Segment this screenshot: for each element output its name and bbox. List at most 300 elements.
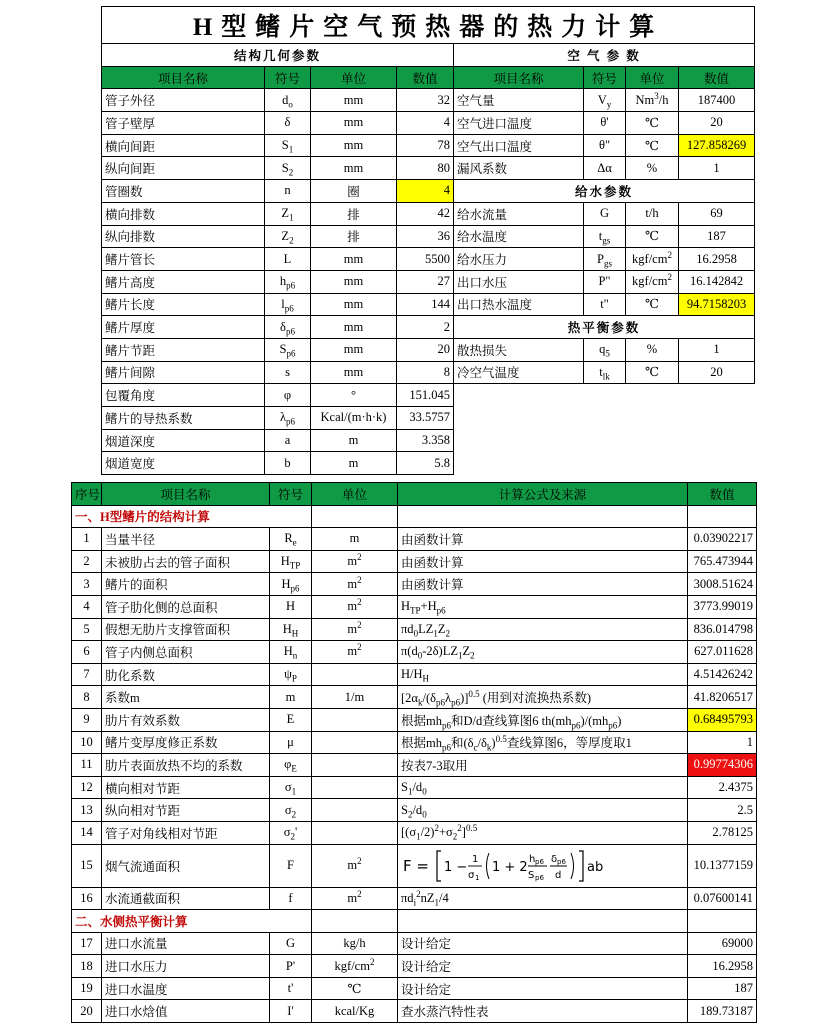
svg-text:p6: p6 [535,857,544,866]
item-symbol: $R_e$ [270,528,312,551]
table-row [72,618,757,641]
param-symbol: $d_o$ [265,89,311,112]
item-unit: $m^2$ [312,887,398,910]
item-name: 肋化系数 [102,663,270,686]
row-number: 9 [72,708,102,731]
table-row [72,955,757,978]
table-row [72,1000,757,1023]
row-number: 13 [72,799,102,822]
item-formula: 根据$mh_{p6}$和$(\delta_c/\delta_k)^{0.5}$查线算图6，等厚度取1 [398,731,688,754]
table-row [72,550,757,573]
item-formula: $H_{TP}+H_{p6}$ [398,595,688,618]
empty-cell [688,910,757,933]
item-symbol: $H_{p6}$ [270,573,312,596]
table-row [72,776,757,799]
section-title: 热平衡参数 [454,316,755,339]
param-value: 4 [397,112,454,135]
param-value: 94.7158203 [679,293,755,316]
param-name: 冷空气温度 [454,361,584,384]
svg-text:σ: σ [468,869,475,881]
empty-cell [679,407,755,430]
row-number: 7 [72,663,102,686]
table-row [72,754,757,777]
item-value: 4.51426242 [688,663,757,686]
section-structure-geometry: 结构几何参数 [102,44,454,67]
param-unit: mm [311,89,397,112]
param-value: 42 [397,202,454,225]
item-name: 系数m [102,686,270,709]
param-unit: mm [311,338,397,361]
item-unit: $m^2$ [312,618,398,641]
param-name: 管子外径 [102,89,265,112]
item-value: 2.5 [688,799,757,822]
table-row [72,799,757,822]
table-row [72,641,757,664]
table-row [72,573,757,596]
item-name: 肋片表面放热不均的系数 [102,754,270,777]
item-name: 进口水压力 [102,955,270,978]
param-symbol: Δα [584,157,626,180]
param-unit: 圈 [311,180,397,203]
item-unit: $m^2$ [312,595,398,618]
svg-text:S: S [528,869,535,881]
param-unit: ℃ [626,134,679,157]
param-value: 16.142842 [679,270,755,293]
param-unit: kgf/$cm^2$ [626,248,679,271]
item-formula: 查水蒸汽特性表 [398,1000,688,1023]
param-value: 1 [679,157,755,180]
param-symbol: θ' [584,112,626,135]
param-symbol: $Z_1$ [265,202,311,225]
item-value: 627.011628 [688,641,757,664]
row-number: 6 [72,641,102,664]
item-name: 管子肋化侧的总面积 [102,595,270,618]
item-unit [312,799,398,822]
param-symbol: $S_1$ [265,134,311,157]
param-symbol: b [265,452,311,475]
item-value: 836.014798 [688,618,757,641]
row-number: 18 [72,955,102,978]
param-name: 鳍片的导热系数 [102,407,265,430]
svg-text:F =: F = [403,856,429,875]
param-symbol: $S_2$ [265,157,311,180]
table-row [72,731,757,754]
header-cell: 项目名称 [102,66,265,89]
item-value: 3008.51624 [688,573,757,596]
table-row [102,361,755,384]
table-row [72,708,757,731]
calculation-table [71,482,757,1023]
table-row [102,112,755,135]
param-name: 空气进口温度 [454,112,584,135]
item-value: 0.03902217 [688,528,757,551]
table-row [102,407,755,430]
param-value: 32 [397,89,454,112]
item-unit [312,821,398,844]
item-name: 未被肋占去的管子面积 [102,550,270,573]
section-title: 给水参数 [454,180,755,203]
table-row [102,225,755,248]
item-formula: $S_1/d_0$ [398,776,688,799]
param-symbol: $\lambda_{p6}$ [265,407,311,430]
param-value: 80 [397,157,454,180]
param-unit: mm [311,270,397,293]
item-name: 管子对角线相对节距 [102,821,270,844]
item-symbol: $\sigma_2'$ [270,821,312,844]
param-unit: mm [311,134,397,157]
item-symbol: P' [270,955,312,978]
param-symbol: $S_{p6}$ [265,338,311,361]
param-unit: ℃ [626,112,679,135]
param-unit: 排 [311,225,397,248]
item-value: 16.2958 [688,955,757,978]
table-row [102,384,755,407]
param-name: 鳍片长度 [102,293,265,316]
param-name: 管子壁厚 [102,112,265,135]
param-value: 16.2958 [679,248,755,271]
param-symbol: $q_5$ [584,338,626,361]
item-unit: $m^2$ [312,641,398,664]
svg-text:δ: δ [551,853,558,865]
item-value: 187 [688,977,757,1000]
param-value: 187400 [679,89,755,112]
svg-text:ab: ab [587,859,604,875]
item-symbol: H [270,595,312,618]
svg-text:p6: p6 [557,857,566,866]
param-unit: ℃ [626,361,679,384]
item-formula: $S_2/d_0$ [398,799,688,822]
item-formula: 根据$mh_{p6}$和D/d查线算图6 $th(mh_{p6})/(mh_{p6})$ [398,708,688,731]
table-row [102,157,755,180]
row-number: 11 [72,754,102,777]
item-formula: $[2\alpha_k/(\delta_{p6}\lambda_{p6})]^{0.5}$ (用到对流换热系数) [398,686,688,709]
param-symbol: φ [265,384,311,407]
param-symbol: L [265,248,311,271]
param-name: 鳍片高度 [102,270,265,293]
item-name: 纵向相对节距 [102,799,270,822]
param-value: 5.8 [397,452,454,475]
row-number: 16 [72,887,102,910]
formula-graphic [401,847,611,885]
param-symbol: n [265,180,311,203]
param-value: 36 [397,225,454,248]
row-number: 17 [72,932,102,955]
item-name: 鳍片的面积 [102,573,270,596]
table-row [72,932,757,955]
param-name: 空气出口温度 [454,134,584,157]
row-number: 15 [72,844,102,887]
param-symbol: θ" [584,134,626,157]
param-value: 151.045 [397,384,454,407]
param-name: 漏风系数 [454,157,584,180]
row-number: 12 [72,776,102,799]
table-row [72,528,757,551]
param-name: 鳍片间隙 [102,361,265,384]
item-unit [312,731,398,754]
item-formula: 按表7-3取用 [398,754,688,777]
param-value: 69 [679,202,755,225]
param-name: 空气量 [454,89,584,112]
item-name: 当量半径 [102,528,270,551]
item-unit: $m^2$ [312,573,398,596]
header-cell: 单位 [626,66,679,89]
header-cell: 符号 [270,483,312,506]
item-symbol: $\psi_P$ [270,663,312,686]
item-name: 横向相对节距 [102,776,270,799]
param-unit: ℃ [626,225,679,248]
svg-text:d: d [555,869,562,881]
param-name: 给水压力 [454,248,584,271]
empty-cell [454,429,584,452]
item-value: 189.73187 [688,1000,757,1023]
param-value: 144 [397,293,454,316]
row-number: 19 [72,977,102,1000]
empty-cell [584,429,626,452]
section-row [72,505,757,528]
table-row [102,293,755,316]
param-unit: Nm$^3$/h [626,89,679,112]
empty-cell [626,429,679,452]
empty-cell [454,384,584,407]
param-symbol: $t_{gs}$ [584,225,626,248]
header-cell: 计算公式及来源 [398,483,688,506]
item-unit: m [312,528,398,551]
param-value: 8 [397,361,454,384]
param-symbol: $l_{p6}$ [265,293,311,316]
header-cell: 序号 [72,483,102,506]
empty-cell [398,505,688,528]
item-unit: $m^2$ [312,550,398,573]
param-unit: mm [311,157,397,180]
formula-image [398,844,688,887]
item-value: 69000 [688,932,757,955]
param-unit: mm [311,248,397,271]
item-symbol: t' [270,977,312,1000]
param-symbol: $h_{p6}$ [265,270,311,293]
param-symbol: P" [584,270,626,293]
item-unit: 1/m [312,686,398,709]
header-cell: 符号 [584,66,626,89]
item-formula: 设计给定 [398,932,688,955]
parameter-table [101,6,755,475]
row-number: 8 [72,686,102,709]
item-value: 0.99774306 [688,754,757,777]
item-value: 765.473944 [688,550,757,573]
row-number: 1 [72,528,102,551]
param-unit: ℃ [626,293,679,316]
section-title: 一、H型鳍片的结构计算 [72,505,312,528]
item-formula: 设计给定 [398,977,688,1000]
item-name: 进口水流量 [102,932,270,955]
param-name: 出口热水温度 [454,293,584,316]
item-symbol: μ [270,731,312,754]
table-row [102,248,755,271]
param-unit: mm [311,293,397,316]
item-unit: ℃ [312,977,398,1000]
param-unit: t/h [626,202,679,225]
param-name: 纵向间距 [102,157,265,180]
item-name: 进口水温度 [102,977,270,1000]
item-formula: 设计给定 [398,955,688,978]
table-row [102,180,755,203]
item-value: 2.78125 [688,821,757,844]
item-formula: 由函数计算 [398,528,688,551]
item-symbol: $H_{TP}$ [270,550,312,573]
svg-text:h: h [529,853,536,865]
param-value: 78 [397,134,454,157]
param-symbol: $t_{lk}$ [584,361,626,384]
param-unit: m [311,452,397,475]
row-number: 20 [72,1000,102,1023]
param-unit: ° [311,384,397,407]
param-name: 给水温度 [454,225,584,248]
item-unit [312,663,398,686]
item-unit [312,708,398,731]
svg-text:1: 1 [472,853,479,865]
item-formula: 由函数计算 [398,573,688,596]
item-name: 进口水焓值 [102,1000,270,1023]
param-unit: mm [311,112,397,135]
item-unit [312,754,398,777]
item-symbol: $H_n$ [270,641,312,664]
empty-cell [626,452,679,475]
table-row [102,270,755,293]
param-unit: mm [311,361,397,384]
item-value: 2.4375 [688,776,757,799]
param-value: 4 [397,180,454,203]
table-row [102,338,755,361]
table-header [102,66,755,89]
param-value: 2 [397,316,454,339]
item-symbol: I' [270,1000,312,1023]
param-unit: % [626,338,679,361]
item-unit: kcal/Kg [312,1000,398,1023]
item-symbol: E [270,708,312,731]
header-cell: 项目名称 [102,483,270,506]
param-name: 横向排数 [102,202,265,225]
param-symbol: G [584,202,626,225]
item-value: 1 [688,731,757,754]
item-unit: kgf/$cm^2$ [312,955,398,978]
param-symbol: a [265,429,311,452]
param-value: 5500 [397,248,454,271]
header-cell: 数值 [688,483,757,506]
item-symbol: m [270,686,312,709]
empty-cell [626,407,679,430]
item-formula: $[(\sigma_1/2)^2+\sigma_2^2]^{0.5}$ [398,821,688,844]
item-formula: $\pi d_i^2nZ_1/4$ [398,887,688,910]
row-number: 10 [72,731,102,754]
item-name: 烟气流通面积 [102,844,270,887]
table-row [102,429,755,452]
param-name: 管圈数 [102,180,265,203]
param-unit: kgf/$cm^2$ [626,270,679,293]
section-row [72,910,757,933]
param-name: 鳍片节距 [102,338,265,361]
item-value: 10.1377159 [688,844,757,887]
param-symbol: s [265,361,311,384]
page-title: H型鳍片空气预热器的热力计算 [102,7,755,44]
param-symbol: $\delta_{p6}$ [265,316,311,339]
empty-cell [688,505,757,528]
row-number: 3 [72,573,102,596]
param-value: 33.5757 [397,407,454,430]
item-symbol: $\sigma_1$ [270,776,312,799]
table-row [72,821,757,844]
item-name: 管子内侧总面积 [102,641,270,664]
item-formula: $\pi d_0LZ_1Z_2$ [398,618,688,641]
item-unit: kg/h [312,932,398,955]
param-value: 3.358 [397,429,454,452]
item-symbol: $H_H$ [270,618,312,641]
empty-cell [312,505,398,528]
empty-cell [679,384,755,407]
table-row [102,316,755,339]
section-title: 二、水侧热平衡计算 [72,910,312,933]
table-row [102,202,755,225]
param-symbol: $Z_2$ [265,225,311,248]
param-name: 鳍片管长 [102,248,265,271]
item-formula: 由函数计算 [398,550,688,573]
param-name: 包覆角度 [102,384,265,407]
param-unit: mm [311,316,397,339]
param-value: 20 [679,112,755,135]
param-symbol: $P_{gs}$ [584,248,626,271]
param-name: 鳍片厚度 [102,316,265,339]
item-symbol: f [270,887,312,910]
row-number: 4 [72,595,102,618]
table-row [102,89,755,112]
item-symbol: $\sigma_2$ [270,799,312,822]
header-cell: 符号 [265,66,311,89]
table-row [72,977,757,1000]
empty-cell [626,384,679,407]
empty-cell [679,452,755,475]
param-value: 27 [397,270,454,293]
param-symbol: δ [265,112,311,135]
svg-text:1: 1 [475,873,480,882]
item-symbol: F [270,844,312,887]
empty-cell [584,384,626,407]
item-formula: $H/H_H$ [398,663,688,686]
empty-cell [454,452,584,475]
item-symbol: $\varphi_E$ [270,754,312,777]
item-name: 水流通截面积 [102,887,270,910]
table-row [102,452,755,475]
param-value: 187 [679,225,755,248]
param-symbol: t" [584,293,626,316]
empty-cell [398,910,688,933]
item-name: 鳍片变厚度修正系数 [102,731,270,754]
param-value: 127.858269 [679,134,755,157]
table-row [102,134,755,157]
empty-cell [679,429,755,452]
item-value: 41.8206517 [688,686,757,709]
param-unit: Kcal/(m·h·k) [311,407,397,430]
param-name: 烟道深度 [102,429,265,452]
item-name: 假想无肋片支撑管面积 [102,618,270,641]
param-value: 1 [679,338,755,361]
param-value: 20 [397,338,454,361]
empty-cell [584,452,626,475]
svg-text:1 −: 1 − [444,859,468,875]
item-name: 肋片有效系数 [102,708,270,731]
table-row [72,663,757,686]
param-name: 烟道宽度 [102,452,265,475]
param-value: 20 [679,361,755,384]
row-number: 5 [72,618,102,641]
param-unit: % [626,157,679,180]
